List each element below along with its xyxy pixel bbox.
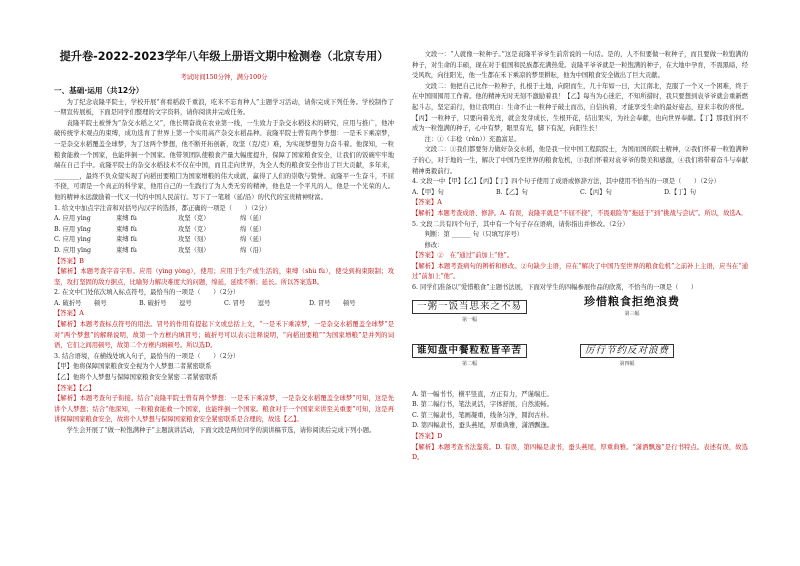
q2-option: D. 冒号 顿号 — [309, 299, 356, 307]
q1-stem: 1. 给文中加点字注音和对括号内汉字的选择，都正确的一项是（ ）（2分） — [54, 204, 271, 212]
q6-answer: 【答案】D — [412, 433, 443, 441]
calligraphy-works — [412, 296, 748, 388]
right-column — [412, 50, 748, 464]
q5-answer: 【答案】② 在“通过”前加上“他”。 — [412, 252, 514, 260]
q2-option: A. 破折号 顿号 — [54, 299, 107, 307]
q1-option: D. 应用 yīng 束缚 fù 攻坚（刻） 绵（沿） — [54, 246, 266, 254]
q5-fix: 修改： — [424, 241, 444, 249]
q5-analysis: 【解析】本题考查病句的辨析和修改。②句缺少主语，应在“解决了中国乃至世界的粮食危机”之前补上主语，应当在“通过”前加上“他”。 — [412, 262, 748, 281]
q6-option: A. 第一幅书书，横平竖直，方正有力，严谨端庄。 — [412, 390, 553, 398]
q3-option: 【甲】他将保障国家粮食安全视为个人梦想二者紧密联系 — [54, 363, 212, 371]
q6-analysis: 【解析】本题考查书法鉴赏。D. 有误，第四幅是隶书，蚕头燕尾，厚重典雅。“潇洒飘逸”是行书特点。表述有误，故选D。 — [412, 443, 748, 462]
text-b: 文段二：他把自己比作一粒种子，扎根于土地，向阳而生，几十年如一日，大江南北，克服了一个又一个困难，终于在中国囤囤用工作着。他的精神无时无刻不激励着我！【乙】每当为心迷茫，不知所措时，我只要想到袁爷爷就会重新燃起斗志，坚定前行，他让我明白：生命不止一粒种子破土而出，自信执着，才能享受生命的最好姿态，迎来丰收的喜悦。【丙】一粒种子，只要向着光亮，就会发芽成长，生根开花，结出果实，为社会奉献，也向世界奉献。【丁】那我们何不成为一粒饱满的种子，心中有梦，眼里有光，脚下有泥，向阳生长！ — [412, 82, 748, 133]
q6-option: D. 第四幅隶书，蚕头燕尾，厚重典雅，潇洒飘逸。 — [412, 422, 554, 430]
q4-options — [412, 188, 748, 199]
q1-option: A. 应用 yìng 束缚 fù 攻坚（克） 绵（延） — [54, 215, 266, 223]
q2-analysis: 【解析】本题考查标点符号的用法。冒号的作用有提起下文或总括上文，“一是禾下乘凉梦，一是杂交水稻覆盖全球梦”是对“两个梦想”的解释说明，故第一个方框内填冒号；破折号可以表示注释说明，“向稻田要粮”“为国家增粮”是并列的词语，它们之间用顿号，故第二个方框内填顿号。所以选D。 — [54, 321, 394, 350]
q4-option: B.【乙】句 — [496, 188, 528, 196]
q6-option: B. 第二幅行书，笔法灵活，字体舒展，自然流畅。 — [412, 401, 553, 409]
footnote: 注：①（丰稔（rěn））充盈富足。 — [424, 135, 521, 143]
q2-answer: 【答案】A — [54, 310, 84, 318]
text-c: 文段二：①我们都要努力做好杂交水稻，他是我一位中国工程院院士，为国而国的院士精神，②我们怀着一粒饱满种子的心，对于地的一生，解决了中国乃至世界的粮食危机，③我们怀着对袁爷爷的赞美和感激，④我们将带着奋斗与奉献精神勇毅前行。 — [412, 146, 748, 175]
q4-option: D.【丁】句 — [664, 188, 697, 196]
q2-options — [54, 299, 394, 310]
q5-stem: 5. 文段二共有四个句子，其中有一个句子存在语病，请你指出并修改。（2分） — [412, 220, 629, 228]
calligraphy-work: 珍惜粮食拒绝浪费 第三幅 — [580, 296, 684, 320]
q4-option: A.【甲】句 — [412, 188, 444, 196]
q6-option: C. 第三幅隶书，笔画凝重，线条匀净，圆润古朴。 — [412, 411, 553, 419]
left-column — [54, 84, 394, 437]
q1-option: B. 应用 yīng 束缚 fù 攻坚（克） 绵（延） — [54, 225, 266, 233]
q4-answer: 【答案】A — [412, 199, 442, 207]
q1-analysis: 【解析】本题考查字音字形。应用（yìng yòng），使用；应用于生产或生活的，束缚（shù fù），使受到拘束限制；攻坚，攻打坚固的敌方据点，比喻努力解决难度大的问题，绵延，延续不断；延长。所以答案选B。 — [54, 268, 394, 286]
q4-analysis: 【解析】本题考查成语、修辞。A. 有误，袁隆平就是“不屈不挠”，不畏艰险等“拖延于”到“挑战与尝试”。所以，故选A。 — [412, 209, 747, 217]
q5-fill: 判断：第 ______ 句（只填写序号） — [424, 231, 524, 239]
q3-stem: 3. 结合语境，在横线处填入句子，最恰当的一项是（ ）（2分） — [54, 352, 240, 360]
q3-analysis: 【解析】本题考查句子衔接。结合“袁隆平院士曾有两个梦想：一是禾下乘凉梦，一是杂交水稻覆盖全球梦”可知，这是先讲个人梦想；结合“他深知，一粒粮食能救一个国家，也能绊倒一个国家。粮食对于一个国家来讲至关重要”可知，这是再讲保障国家粮食安全，故将个人梦想与保障国家粮食安全紧密联系是合理的，故选【乙】。 — [54, 395, 394, 424]
q2-option: B. 破折号 逗号 — [139, 299, 192, 307]
q4-stem: 4. 文段一中【甲】【乙】【丙】【丁】四个句子使用了成语或修辞方法，其中使用不恰当的一项是（ ）（2分） — [412, 178, 720, 186]
q3-option: 【乙】他将个人梦想与保障国家粮食安全紧密二者紧密联系 — [54, 374, 218, 382]
exam-info: 考试时间150分钟，满分100分 — [180, 74, 268, 81]
q1-option: C. 应用 yìng 束缚 fù 攻坚（刻） 绵（延） — [54, 236, 266, 244]
q1-answer: 【答案】B — [54, 257, 84, 265]
q3-answer: 【答案】【乙】 — [54, 384, 95, 392]
intro-text: 为了纪念袁隆平院士，学校开展“喜看稻菽千重浪，吃米不忘育种人”主题学习活动，请你完成下列任务。学校制作了一期宣传展板，下面是同学们整理的文字资料，请你阅读并完成任务。 — [54, 98, 394, 117]
q6-stem: 6. 同学们准备以“爱惜粮食”主题书法展，下面对学生的四幅参展作品的欣赏，不恰当的一项是（ ） — [412, 284, 698, 292]
calligraphy-work: 谁知盘中餐粒粒皆辛苦 第二幅 — [412, 344, 527, 370]
passage-text: 袁隆平院士被誉为“杂交水稻之父”，他长期奋战在农业第一线，一生致力于杂交水稻技术的研究，应用与推广，他冲破传统学术观点的束缚，成功选育了世界上第一个实用高产杂交水稻品种。袁隆平院士曾有两个梦想：一是禾下乘凉梦，一是杂交水稻覆盖全球梦，为了这两个梦想，他不断开拓创新，攻坚（克/克）难，为实现梦想努力奋斗着。他深知，一粒粮食能救一个国家，也能绊倒一个国家。他带领团队使粮食产量大幅度提升，保障了国家粮食安全，让我们的饭碗牢牢地端在自己手中。袁隆平院士的杂交水稻技术不仅在中国，而且走向世界，为全人类的粮食安全作出了巨大贡献，多年来，________，最终不负众望实现了向稻田要粮囗为国家增粮的伟大成就，赢得了人们的崇敬与赞誉。袁隆平一生奋斗，不屈不挠，可谓是一个真正的科学家，他用自己的一生践行了为人类无穷的精神，他也是一个平凡的人，他是一个光荣的人。他的精神永远激励着一代又一代的中国人民前行。写下了一笔璀（延/沿）的代代的宝贵精神财富。 — [54, 119, 394, 201]
q2-stem: 2. 在文中囗处依次填入标点符号，最恰当的一项是（ ）（2分） — [54, 289, 240, 297]
text-a: 文段一：“人就像一粒种子。”这是袁隆平爷爷生前常说的一句话。是的，人不但要做一粒种子，而且要做一粒饱满的种子，对生命的丰硕，现在对于祖国和民族都充满热爱。袁隆平爷爷就是一粒饱满的种子，在大地中孕育，不畏黑暗，经受风吹，向往阳光，他一生都在禾下乘凉的梦里耕耘，他为中国粮食安全做出了巨大贡献。 — [412, 51, 748, 80]
calligraphy-work: 厉行节约反对浪费 第四幅 — [580, 344, 674, 370]
q4-option: C.【丙】句 — [580, 188, 612, 196]
q2-option: C. 冒号 逗号 — [224, 299, 271, 307]
section-heading: 一、基础·运用（共12分） — [54, 86, 144, 95]
q4-intro: 学生会开展了“做一粒饱满种子”主题演讲活动，下面文段是两位同学的演讲稿节选，请你阅读后完成下列小题。 — [66, 427, 376, 434]
calligraphy-work: 一粥一饭当思来之不易 第一幅 — [412, 300, 527, 326]
page-title: 提升卷-2022-2023学年八年级上册语文期中检测卷（北京专用） — [59, 50, 389, 63]
